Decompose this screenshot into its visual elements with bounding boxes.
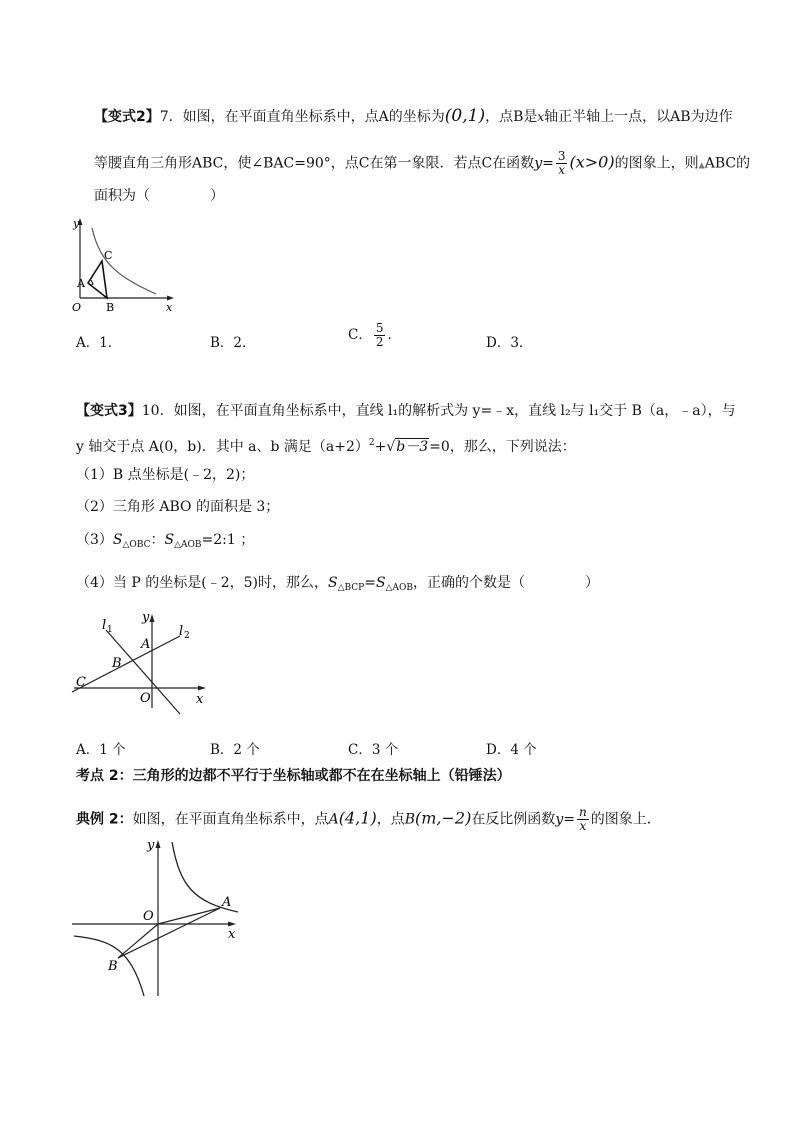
q10-line2 (76, 433, 576, 457)
ex2-point-a-coord: (4,1) (338, 808, 377, 828)
ex2-fraction: $\frac{n}{x}$ (578, 805, 587, 833)
q7-fig-b: B (106, 301, 115, 314)
ex2-point-b: B (404, 811, 415, 828)
q7-text: ABC的 (704, 155, 751, 172)
q10-statement-3 (76, 530, 254, 555)
q7-text: 面积为（ (94, 188, 150, 204)
q10-fig-l2: l (179, 624, 184, 639)
ex2-tag: 典例 2： (76, 811, 133, 828)
q10-s: S (164, 532, 175, 548)
q10-fig-y: y (142, 610, 150, 625)
q10-statement-1: （1）B 点坐标是(﹣2，2)； (76, 467, 255, 483)
q10-fig-l1: l (102, 618, 107, 633)
ex2-text: 如图，在平面直角坐标系中，点 (132, 811, 329, 828)
q7-fig-a: A (77, 277, 85, 290)
q10-fig-o: O (140, 691, 151, 706)
ex2-fig-b: B (108, 959, 118, 974)
ex2-fig-a: A (222, 895, 232, 910)
q7-func-y: y (534, 155, 543, 172)
q10-option-b[interactable]: B．2 个 (210, 742, 260, 758)
q10-s: S (375, 575, 386, 591)
q7-func-fraction: $\frac{3}{x}$ (557, 149, 566, 177)
q10-line1 (76, 401, 736, 421)
q7-option-b[interactable]: B．2． (210, 335, 256, 351)
q7-fig-x: x (166, 301, 173, 314)
ex2-fig-x: x (228, 927, 236, 942)
ex2-fig-y: y (147, 838, 155, 853)
q7-text: ，点B是 (485, 109, 538, 125)
q7-line3 (94, 186, 224, 206)
ex2-text: 在反比例函数 (471, 811, 556, 828)
q10-statement-4 (76, 573, 599, 598)
q7-func-cond: (x>0) (569, 152, 615, 172)
q10-text: ，正确的个数是（ (412, 575, 525, 591)
q7-option-c-fraction: $\frac{5}{2}$ (375, 321, 384, 349)
q10-option-c[interactable]: C．3 个 (348, 742, 399, 758)
q10-option-a[interactable]: A．1 个 (76, 742, 126, 758)
q10-text: =0，那么，下列说法： (429, 439, 576, 455)
q7-text: 等腰直角三角形ABC，使∠BAC=90°，点C在第一象限．若点C在函数 (94, 155, 535, 172)
q10-option-d[interactable]: D．4 个 (486, 742, 537, 758)
section-heading: 考点 2：三角形的边都不平行于坐标轴或都不在在坐标轴上（铅锤法） (76, 768, 511, 784)
q7-figure (66, 214, 176, 314)
q10-text: =2:1 ； (201, 532, 255, 548)
q10-text: + (374, 439, 387, 455)
q7-var: x (537, 110, 545, 124)
q7-text: 轴正半轴上一点，以AB为边作 (544, 109, 733, 125)
q7-option-a[interactable]: A．1． (76, 335, 122, 351)
triangle-icon: ▲ (698, 160, 705, 170)
q10-statement-2: （2）三角形 ABO 的面积是 3； (76, 499, 280, 515)
q7-option-c[interactable] (348, 322, 401, 349)
q10-sub: △OBC (122, 540, 151, 550)
q10-sub: △BCP (337, 583, 365, 593)
q10-text: = (364, 575, 376, 591)
q7-option-d[interactable]: D．3． (486, 335, 533, 351)
q7-text: 如图，在平面直角坐标系中，点A的坐标为 (182, 109, 445, 125)
q10-figure (68, 606, 218, 726)
q10-fig-l2-sub: 2 (184, 631, 190, 641)
ex2-eq: = (563, 811, 575, 828)
q10-fig-c: C (76, 675, 86, 690)
q7-option-c-suffix: ． (387, 327, 401, 343)
q10-text: 10．如图，在平面直角坐标系中，直线 l₁的解析式为 y=﹣x，直线 l₂与 l₁交于 B（a，﹣a），与 (141, 403, 736, 419)
ex2-fig-o: O (143, 909, 154, 924)
ex2-figure (68, 836, 248, 1006)
q10-sup: 2 (368, 438, 375, 448)
q10-text: （3） (76, 532, 113, 548)
q7-fig-y: y (73, 217, 80, 230)
q7-point-a: (0,1) (444, 106, 486, 126)
q10-sqrt: b－3 (396, 439, 429, 455)
q7-fig-o: O (72, 301, 82, 314)
q10-s: S (112, 532, 123, 548)
q10-text: ） (584, 575, 599, 591)
q10-text: y 轴交于点 A(0，b)．其中 a、b 满足（a+2） (76, 439, 369, 455)
ex2-text: 的图象上． (590, 811, 661, 828)
ex2-point-b-coord: (m,−2) (414, 808, 472, 828)
q10-text: （4）当 P 的坐标是(﹣2，5)时，那么， (76, 575, 328, 591)
q10-s: S (327, 575, 338, 591)
q10-fig-x: x (196, 692, 204, 707)
q10-tag: 【变式3】 (76, 403, 142, 419)
q10-fig-b: B (112, 656, 122, 671)
ex2-y: y (555, 811, 564, 828)
sqrt-icon: √ (386, 439, 396, 455)
q10-fig-l1-sub: 1 (107, 625, 113, 635)
q7-line2 (94, 150, 750, 177)
q7-option-c-prefix: C． (348, 327, 372, 343)
q7-func-eq: = (542, 155, 554, 172)
q7-line1 (94, 106, 733, 127)
q7-tag: 【变式2】 (94, 109, 160, 125)
q10-fig-a: A (141, 637, 151, 652)
ex2-line (76, 806, 661, 833)
q10-sub: △AOB (174, 540, 202, 550)
ex2-point-a: A (328, 811, 339, 828)
q7-number: 7． (159, 109, 183, 125)
q10-sub: △AOB (385, 583, 413, 593)
q7-text: ） (210, 188, 224, 204)
ex2-text: ，点 (376, 811, 405, 828)
q10-text: ： (150, 532, 165, 548)
q7-fig-c: C (104, 249, 113, 262)
q7-text: 的图象上，则 (614, 155, 699, 172)
